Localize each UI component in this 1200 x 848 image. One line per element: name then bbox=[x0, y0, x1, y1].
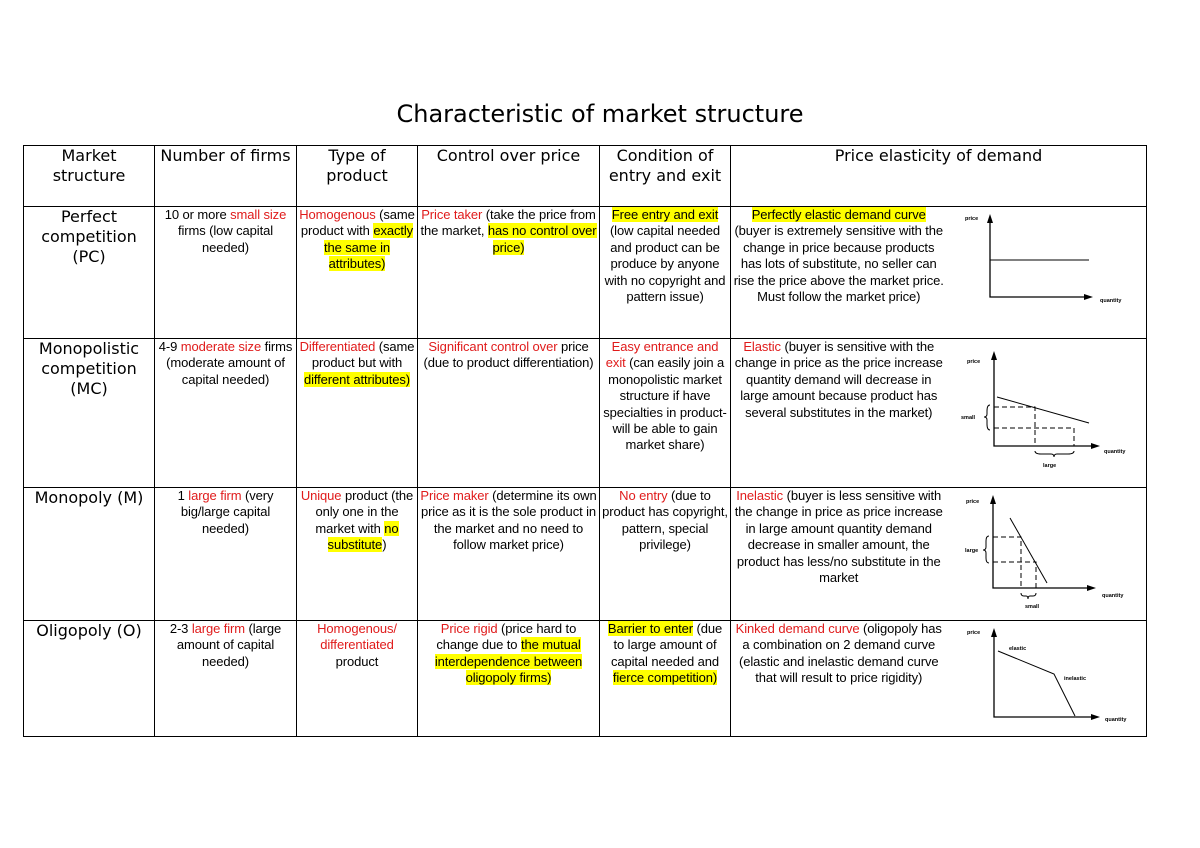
graph-inelastic-label: inelastic bbox=[1063, 676, 1086, 682]
control-cell bbox=[418, 207, 600, 339]
graph-y-label: price bbox=[966, 630, 980, 636]
red-emphasis-text: Price taker bbox=[421, 207, 483, 222]
cell-text: (can easily join a monopolistic market structure if have specialties in product-will be able to gain market share) bbox=[603, 355, 727, 453]
highlighted-text: Free entry and exit bbox=[611, 207, 719, 222]
header-price-elasticity: Price elasticity of demand bbox=[731, 146, 1147, 207]
cell-text: 1 bbox=[177, 488, 189, 503]
cell-text: (price hard to change due to bbox=[436, 621, 577, 653]
header-condition-entry-exit: Condition of entry and exit bbox=[600, 146, 731, 207]
highlighted-text: fierce competition) bbox=[612, 670, 718, 686]
cell-text: (buyer is extremely sensitive with the change in price because products has lots of substitute, no seller can rise the price above the market price. Must follow the market price) bbox=[733, 223, 944, 305]
inelastic-demand-graph bbox=[947, 488, 1147, 620]
entry-exit-cell bbox=[600, 488, 731, 621]
product-cell bbox=[297, 207, 418, 339]
red-emphasis-text: Price rigid bbox=[440, 621, 498, 636]
header-market-structure: Market structure bbox=[24, 146, 155, 207]
highlighted-text: no substitute bbox=[327, 520, 399, 553]
red-emphasis-text: large firm bbox=[188, 488, 242, 503]
control-cell bbox=[418, 488, 600, 621]
firms-cell bbox=[155, 207, 297, 339]
cell-text: 10 or more bbox=[164, 207, 231, 222]
highlighted-text: has no control over price) bbox=[487, 223, 597, 255]
demand-graph-cell bbox=[947, 488, 1147, 621]
header-row bbox=[24, 146, 1147, 207]
product-cell bbox=[297, 339, 418, 488]
red-emphasis-text: Price maker bbox=[420, 488, 489, 503]
demand-graph-cell bbox=[947, 207, 1147, 339]
cell-text: 2-3 bbox=[169, 621, 192, 636]
red-emphasis-text: Homogenous/ differentiated bbox=[317, 621, 397, 653]
graph-small-label: small bbox=[1024, 604, 1039, 610]
red-emphasis-text: Easy entrance and exit bbox=[605, 339, 719, 371]
elasticity-cell bbox=[731, 621, 947, 737]
cell-text: 4-9 bbox=[158, 339, 181, 354]
cell-text: ) bbox=[382, 537, 387, 553]
demand-graph-cell bbox=[947, 339, 1147, 488]
cell-text: (buyer is sensitive with the change in price as the price increase quantity demand will decrease in large amount because product has several substitutes in the market) bbox=[734, 339, 943, 420]
entry-exit-cell bbox=[600, 339, 731, 488]
red-emphasis-text: moderate size bbox=[180, 339, 262, 354]
elasticity-cell bbox=[731, 339, 947, 488]
highlighted-text: exactly the same in attributes) bbox=[323, 223, 414, 272]
cell-text: product (the only one in the market with bbox=[315, 488, 414, 536]
graph-large-label: large bbox=[1042, 463, 1056, 469]
cell-text: price (due to product differentiation) bbox=[423, 339, 594, 371]
table-row bbox=[24, 621, 1147, 737]
table-row bbox=[24, 339, 1147, 488]
graph-y-label: price bbox=[965, 499, 979, 505]
market-structure-cell: Perfect competition (PC) bbox=[24, 207, 155, 339]
market-structure-table bbox=[23, 145, 1147, 737]
header-number-of-firms: Number of firms bbox=[155, 146, 297, 207]
entry-exit-cell bbox=[600, 621, 731, 737]
red-emphasis-text: Significant control over bbox=[428, 339, 558, 354]
graph-x-label: quantity bbox=[1104, 717, 1126, 723]
cell-text: (take the price from the market, bbox=[420, 207, 596, 239]
table-row bbox=[24, 207, 1147, 339]
graph-small-label: small bbox=[960, 415, 975, 421]
firms-cell bbox=[155, 339, 297, 488]
perfectly-elastic-demand-graph bbox=[947, 207, 1147, 338]
kinked-demand-graph bbox=[947, 621, 1147, 736]
graph-x-label: quantity bbox=[1101, 593, 1123, 599]
product-cell bbox=[297, 488, 418, 621]
header-type-of-product: Type of product bbox=[297, 146, 418, 207]
cell-text: (very big/large capital needed) bbox=[180, 488, 274, 536]
highlighted-text: Barrier to enter bbox=[607, 621, 693, 636]
highlighted-text: the mutual interdependence between oligopoly firms) bbox=[434, 637, 583, 686]
red-emphasis-text: Kinked demand curve bbox=[735, 621, 860, 636]
cell-text: (determine its own price as it is the sole product in the market and no need to follow market price) bbox=[420, 488, 597, 553]
cell-text: (same product with bbox=[300, 207, 415, 239]
market-structure-cell: Monopolistic competition (MC) bbox=[24, 339, 155, 488]
red-emphasis-text: Inelastic bbox=[736, 488, 784, 503]
red-emphasis-text: Elastic bbox=[743, 339, 781, 354]
market-structure-cell: Monopoly (M) bbox=[24, 488, 155, 621]
graph-large-label: large bbox=[964, 548, 978, 554]
red-emphasis-text: Homogenous bbox=[299, 207, 376, 222]
graph-x-label: quantity bbox=[1103, 449, 1125, 455]
highlighted-text: Perfectly elastic demand curve bbox=[751, 207, 926, 222]
cell-text: (due to large amount of capital needed and bbox=[610, 621, 723, 669]
firms-cell bbox=[155, 621, 297, 737]
elasticity-cell bbox=[731, 207, 947, 339]
cell-text: firms (moderate amount of capital needed) bbox=[166, 339, 293, 387]
red-emphasis-text: small size bbox=[230, 207, 287, 222]
control-cell bbox=[418, 339, 600, 488]
header-control-over-price: Control over price bbox=[418, 146, 600, 207]
cell-text: (due to product has copyright, pattern, special privilege) bbox=[602, 488, 728, 553]
cell-text: (buyer is less sensitive with the change in price as price increase in large amount quantity demand decrease in smaller amount, the product has less/no substitute in the market bbox=[734, 488, 943, 586]
demand-graph-cell bbox=[947, 621, 1147, 737]
firms-cell bbox=[155, 488, 297, 621]
cell-text: product bbox=[335, 653, 379, 669]
graph-elastic-label: elastic bbox=[1008, 646, 1026, 652]
control-cell bbox=[418, 621, 600, 737]
cell-text: (large amount of capital needed) bbox=[176, 621, 282, 669]
red-emphasis-text: Differentiated bbox=[299, 339, 376, 354]
red-emphasis-text: large firm bbox=[191, 621, 246, 636]
cell-text: (same product but with bbox=[311, 339, 415, 371]
elastic-demand-graph bbox=[947, 339, 1147, 487]
entry-exit-cell bbox=[600, 207, 731, 339]
graph-x-label: quantity bbox=[1099, 298, 1121, 304]
cell-text: (oligopoly has a combination on 2 demand curve (elastic and inelastic demand curve that will result to price rigidity) bbox=[738, 621, 942, 686]
cell-text: (low capital needed and product can be produce by anyone with no copyright and pattern issue) bbox=[604, 223, 726, 305]
highlighted-text: different attributes) bbox=[303, 371, 411, 387]
red-emphasis-text: Unique bbox=[300, 488, 342, 503]
elasticity-cell bbox=[731, 488, 947, 621]
page-title: Characteristic of market structure bbox=[396, 100, 804, 128]
graph-y-label: price bbox=[966, 359, 980, 365]
red-emphasis-text: No entry bbox=[619, 488, 668, 503]
market-structure-cell: Oligopoly (O) bbox=[24, 621, 155, 737]
product-cell bbox=[297, 621, 418, 737]
table-row bbox=[24, 488, 1147, 621]
graph-y-label: price bbox=[964, 216, 978, 222]
cell-text: firms (low capital needed) bbox=[178, 223, 273, 255]
